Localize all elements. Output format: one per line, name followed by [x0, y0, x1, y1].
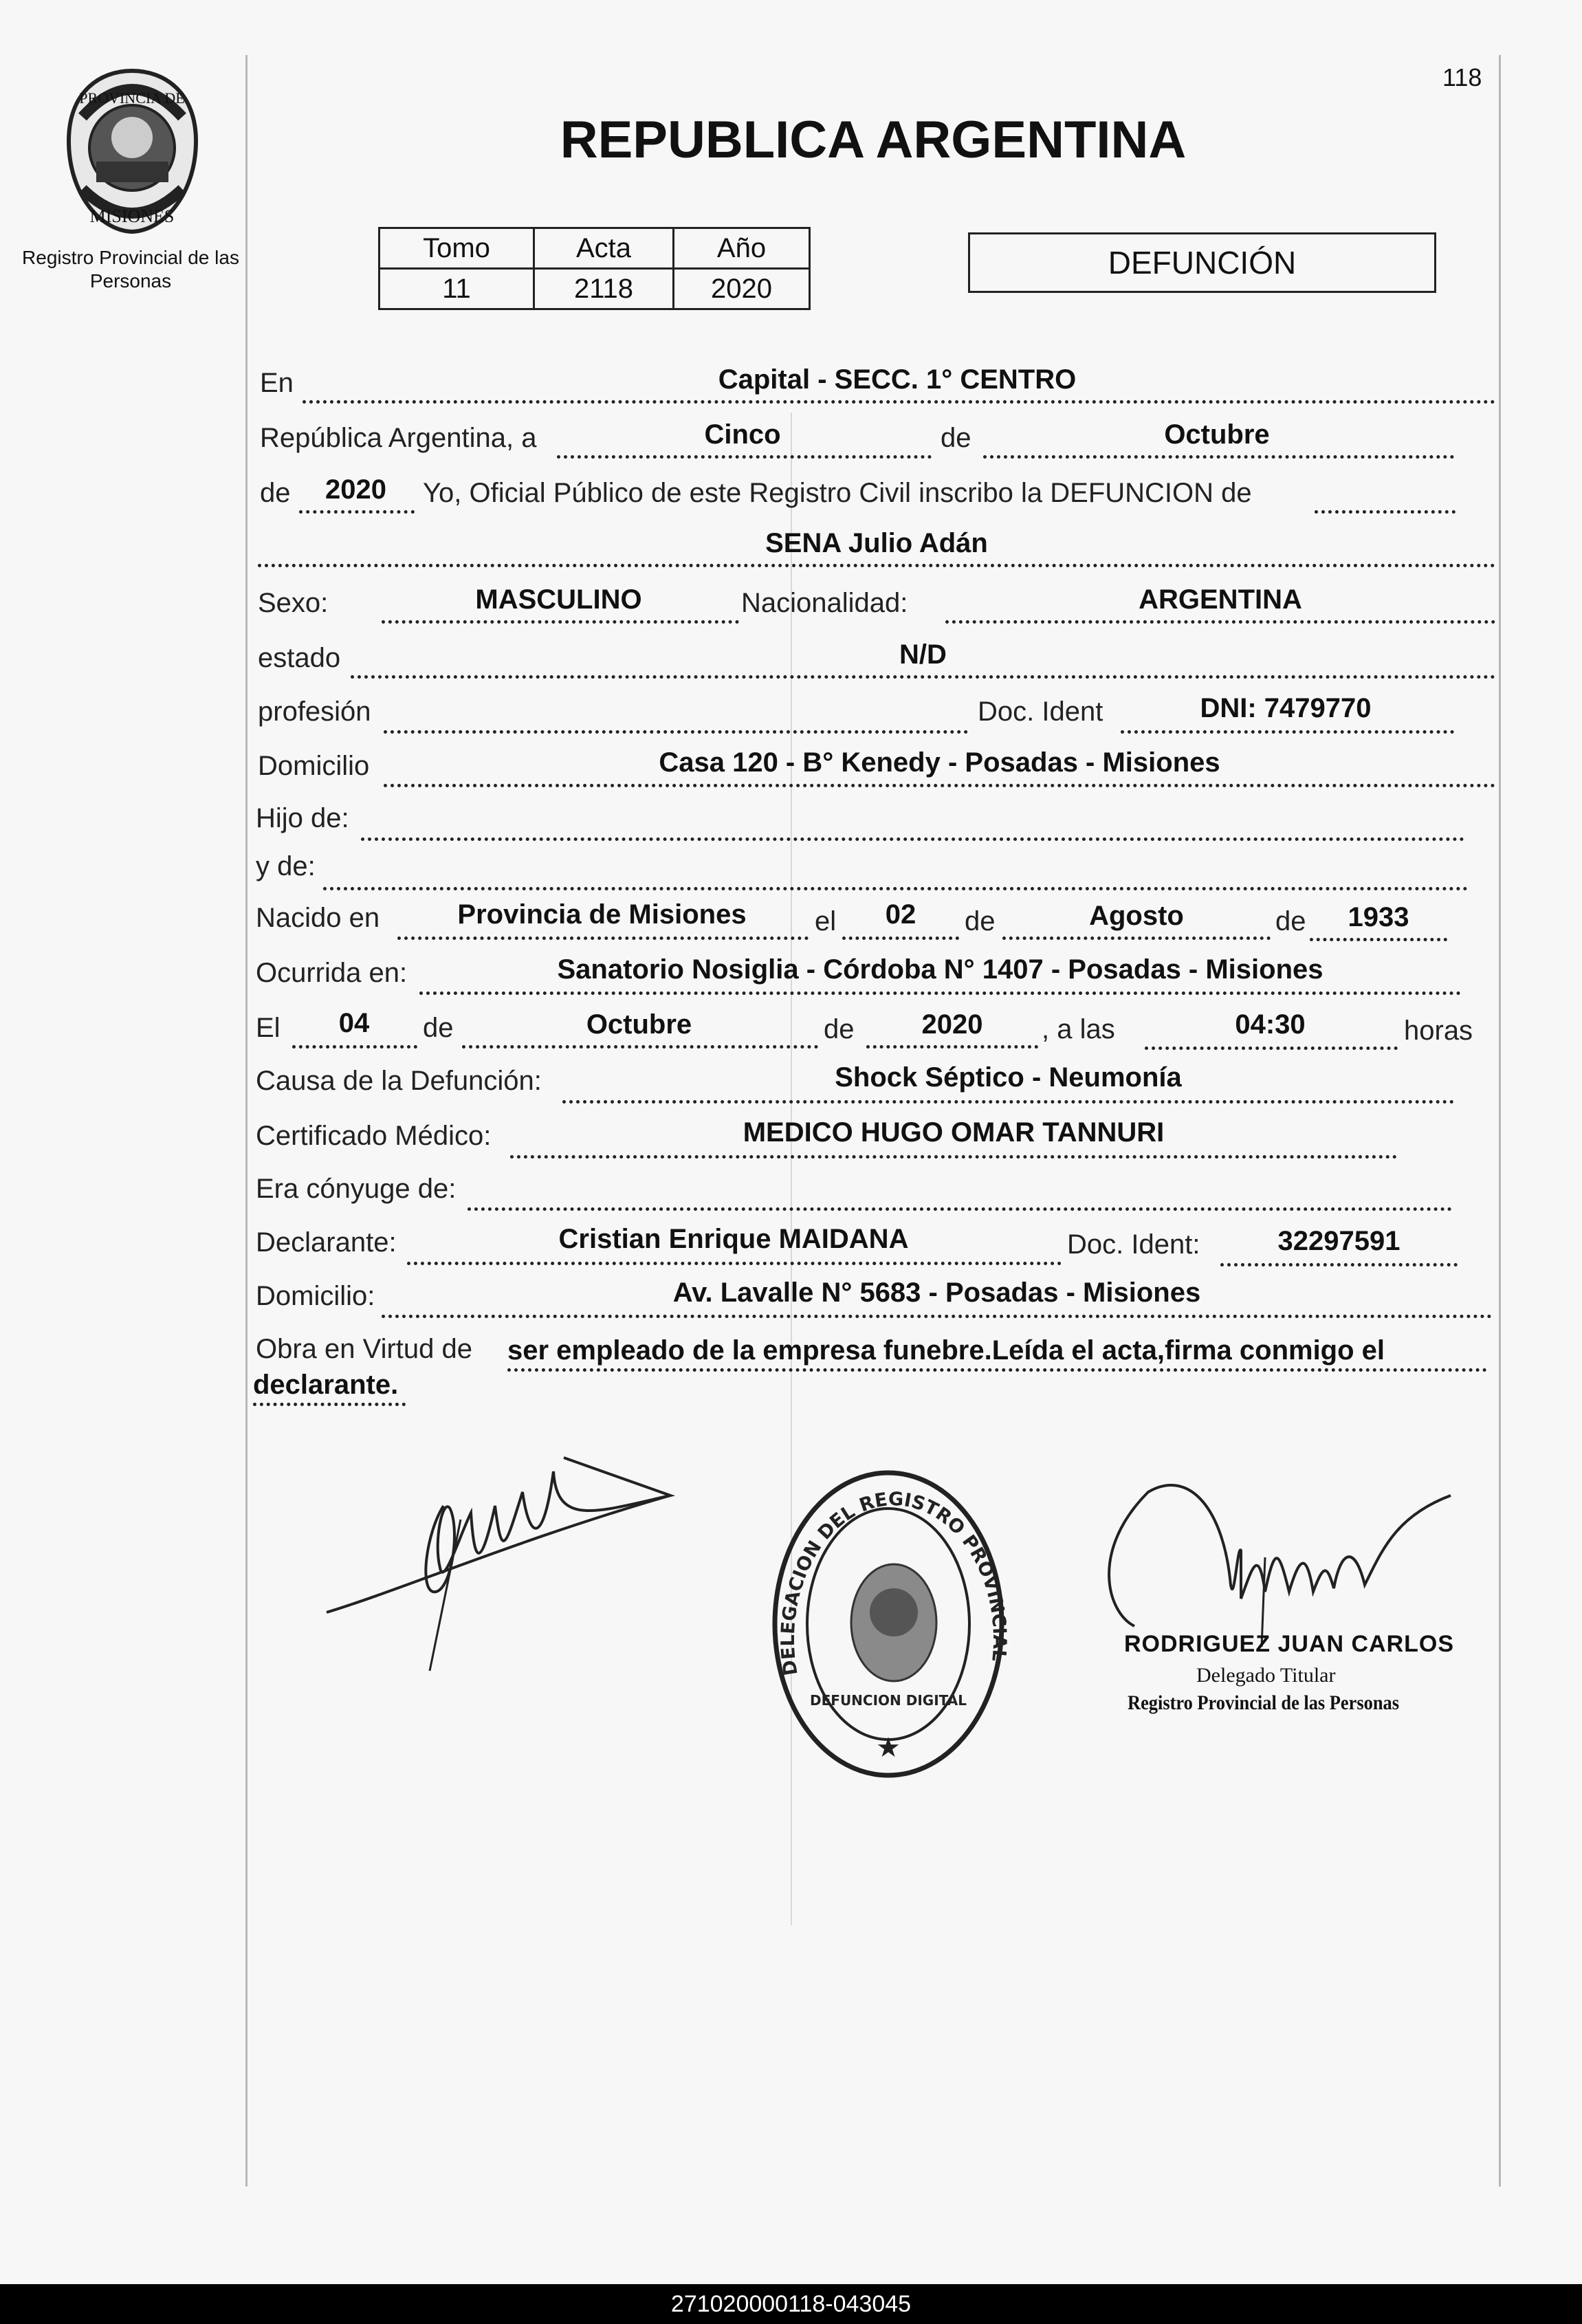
horas-label: horas [1404, 1016, 1473, 1046]
de-label: de [260, 478, 291, 508]
dotted-line [1145, 1046, 1398, 1050]
estado-label: estado [258, 643, 341, 673]
dotted-line [292, 1045, 417, 1049]
stamp-inner-text: DEFUNCION DIGITAL [810, 1692, 967, 1709]
dotted-line [562, 1100, 1454, 1104]
domicilio-value: Casa 120 - B° Kenedy - Posadas - Misiones [659, 747, 1220, 778]
acta-value: 2118 [534, 269, 674, 309]
dotted-line [299, 510, 415, 514]
birthplace-value: Provincia de Misiones [457, 899, 747, 930]
dotted-line [253, 1403, 406, 1406]
obra-value-line2: declarante. [253, 1370, 399, 1400]
el-label: El [256, 1013, 281, 1043]
dotted-line [1310, 938, 1447, 941]
declarant-signature [323, 1430, 681, 1691]
dotted-line [397, 936, 809, 940]
obra-value-line1: ser empleado de la empresa funebre.Leída el acta,firma conmigo el [507, 1335, 1385, 1366]
anio-header: Año [674, 228, 810, 269]
left-margin-line [245, 55, 248, 2186]
declarante-value: Cristian Enrique MAIDANA [558, 1224, 909, 1254]
place-value: Capital - SECC. 1° CENTRO [718, 364, 1077, 395]
birth-day-value: 02 [885, 899, 916, 930]
death-time-value: 04:30 [1235, 1009, 1306, 1040]
footer-code: 271020000118-043045 [670, 2291, 912, 2317]
seal-caption: Registro Provincial de las Personas [22, 247, 239, 292]
day-value: Cinco [704, 419, 781, 450]
registry-stamp [770, 1468, 1007, 1781]
conyuge-label: Era cónyuge de: [256, 1174, 457, 1204]
deceased-name: SENA Julio Adán [765, 528, 988, 558]
nacido-label: Nacido en [256, 903, 380, 933]
official-name: RODRIGUEZ JUAN CARLOS [1124, 1631, 1455, 1657]
y-de-label: y de: [256, 851, 316, 881]
official-role: Delegado Titular [1196, 1664, 1336, 1687]
el-label: el [815, 906, 837, 936]
dotted-line [510, 1155, 1397, 1159]
tomo-value: 11 [380, 269, 534, 309]
birth-month-value: Agosto [1089, 901, 1184, 931]
de-label: de [824, 1014, 855, 1044]
dotted-line [323, 887, 1468, 890]
sexo-value: MASCULINO [475, 584, 642, 615]
declarante-label: Declarante: [256, 1227, 397, 1258]
nacionalidad-value: ARGENTINA [1139, 584, 1302, 615]
nacionalidad-label: Nacionalidad: [741, 588, 908, 618]
de-label: de [1275, 906, 1306, 936]
footer-bar [0, 2284, 1582, 2324]
dotted-line [1220, 1263, 1458, 1267]
a-las-label: , a las [1042, 1014, 1115, 1044]
dotted-line [382, 1315, 1492, 1318]
de-label: de [965, 906, 996, 936]
declarante-domicilio-value: Av. Lavalle N° 5683 - Posadas - Misiones [672, 1278, 1201, 1308]
seal-bottom-text: MISIONES [89, 206, 175, 226]
republica-label: República Argentina, a [260, 423, 537, 453]
dotted-line [1315, 510, 1455, 514]
causa-label: Causa de la Defunción: [256, 1066, 542, 1096]
sexo-label: Sexo: [258, 588, 329, 618]
profesion-label: profesión [258, 697, 371, 727]
death-place-value: Sanatorio Nosiglia - Córdoba N° 1407 - Posadas - Misiones [557, 954, 1323, 985]
dotted-line [382, 620, 739, 624]
dotted-line [945, 620, 1495, 624]
de-label: de [941, 423, 971, 453]
en-label: En [260, 368, 294, 398]
seal-top-text: PROVINCIA DE [79, 89, 185, 107]
official-signature [1093, 1468, 1478, 1647]
certificado-value: MEDICO HUGO OMAR TANNURI [743, 1117, 1165, 1148]
doc-ident-label: Doc. Ident [978, 697, 1103, 727]
doc-ident-value: DNI: 7479770 [1200, 693, 1372, 723]
dotted-line [1002, 936, 1271, 940]
tomo-header: Tomo [380, 228, 534, 269]
ocurrida-label: Ocurrida en: [256, 958, 408, 988]
dotted-line [983, 455, 1454, 459]
domicilio-label: Domicilio [258, 751, 370, 781]
dotted-line [462, 1045, 818, 1049]
registry-table [378, 227, 811, 310]
dotted-line [557, 455, 932, 459]
dotted-line [384, 784, 1495, 787]
death-year-value: 2020 [921, 1009, 983, 1040]
star-icon: ★ [876, 1733, 901, 1763]
dotted-line [842, 936, 959, 940]
dotted-line [384, 730, 968, 734]
causa-value: Shock Séptico - Neumonía [835, 1062, 1182, 1093]
dotted-line [407, 1262, 1062, 1265]
dotted-line [866, 1045, 1038, 1049]
oficial-text: Yo, Oficial Público de este Registro Civil inscribo la DEFUNCION de [423, 478, 1252, 508]
de-label: de [423, 1013, 454, 1043]
hijo-label: Hijo de: [256, 803, 349, 833]
dotted-line [258, 564, 1495, 567]
declarante-domicilio-label: Domicilio: [256, 1281, 375, 1311]
dotted-line [419, 991, 1461, 995]
estado-value: N/D [899, 639, 947, 670]
anio-value: 2020 [674, 269, 810, 309]
stamp-ring-text: DELEGACION DEL REGISTRO PROVIN [777, 1488, 1007, 1677]
right-margin-line [1499, 55, 1501, 2186]
dotted-line [303, 400, 1495, 404]
page-title: REPUBLICA ARGENTINA [560, 111, 1187, 169]
dotted-line [1121, 730, 1454, 734]
month-value: Octubre [1164, 419, 1270, 450]
declarante-doc-value: 32297591 [1277, 1226, 1400, 1256]
year-value: 2020 [325, 474, 386, 505]
dotted-line [351, 675, 1495, 679]
death-day-value: 04 [338, 1008, 370, 1038]
document-type-box: DEFUNCIÓN [968, 232, 1436, 293]
death-month-value: Octubre [586, 1009, 692, 1040]
dotted-line [361, 837, 1464, 841]
birth-year-value: 1933 [1348, 902, 1409, 932]
dotted-line [468, 1207, 1452, 1211]
official-office: Registro Provincial de las Personas [1128, 1691, 1399, 1714]
acta-header: Acta [534, 228, 674, 269]
obra-label: Obra en Virtud de [256, 1334, 473, 1364]
certificado-label: Certificado Médico: [256, 1121, 492, 1151]
dotted-line [507, 1368, 1487, 1372]
page-number: 118 [1442, 63, 1482, 91]
declarante-doc-label: Doc. Ident: [1067, 1229, 1200, 1260]
